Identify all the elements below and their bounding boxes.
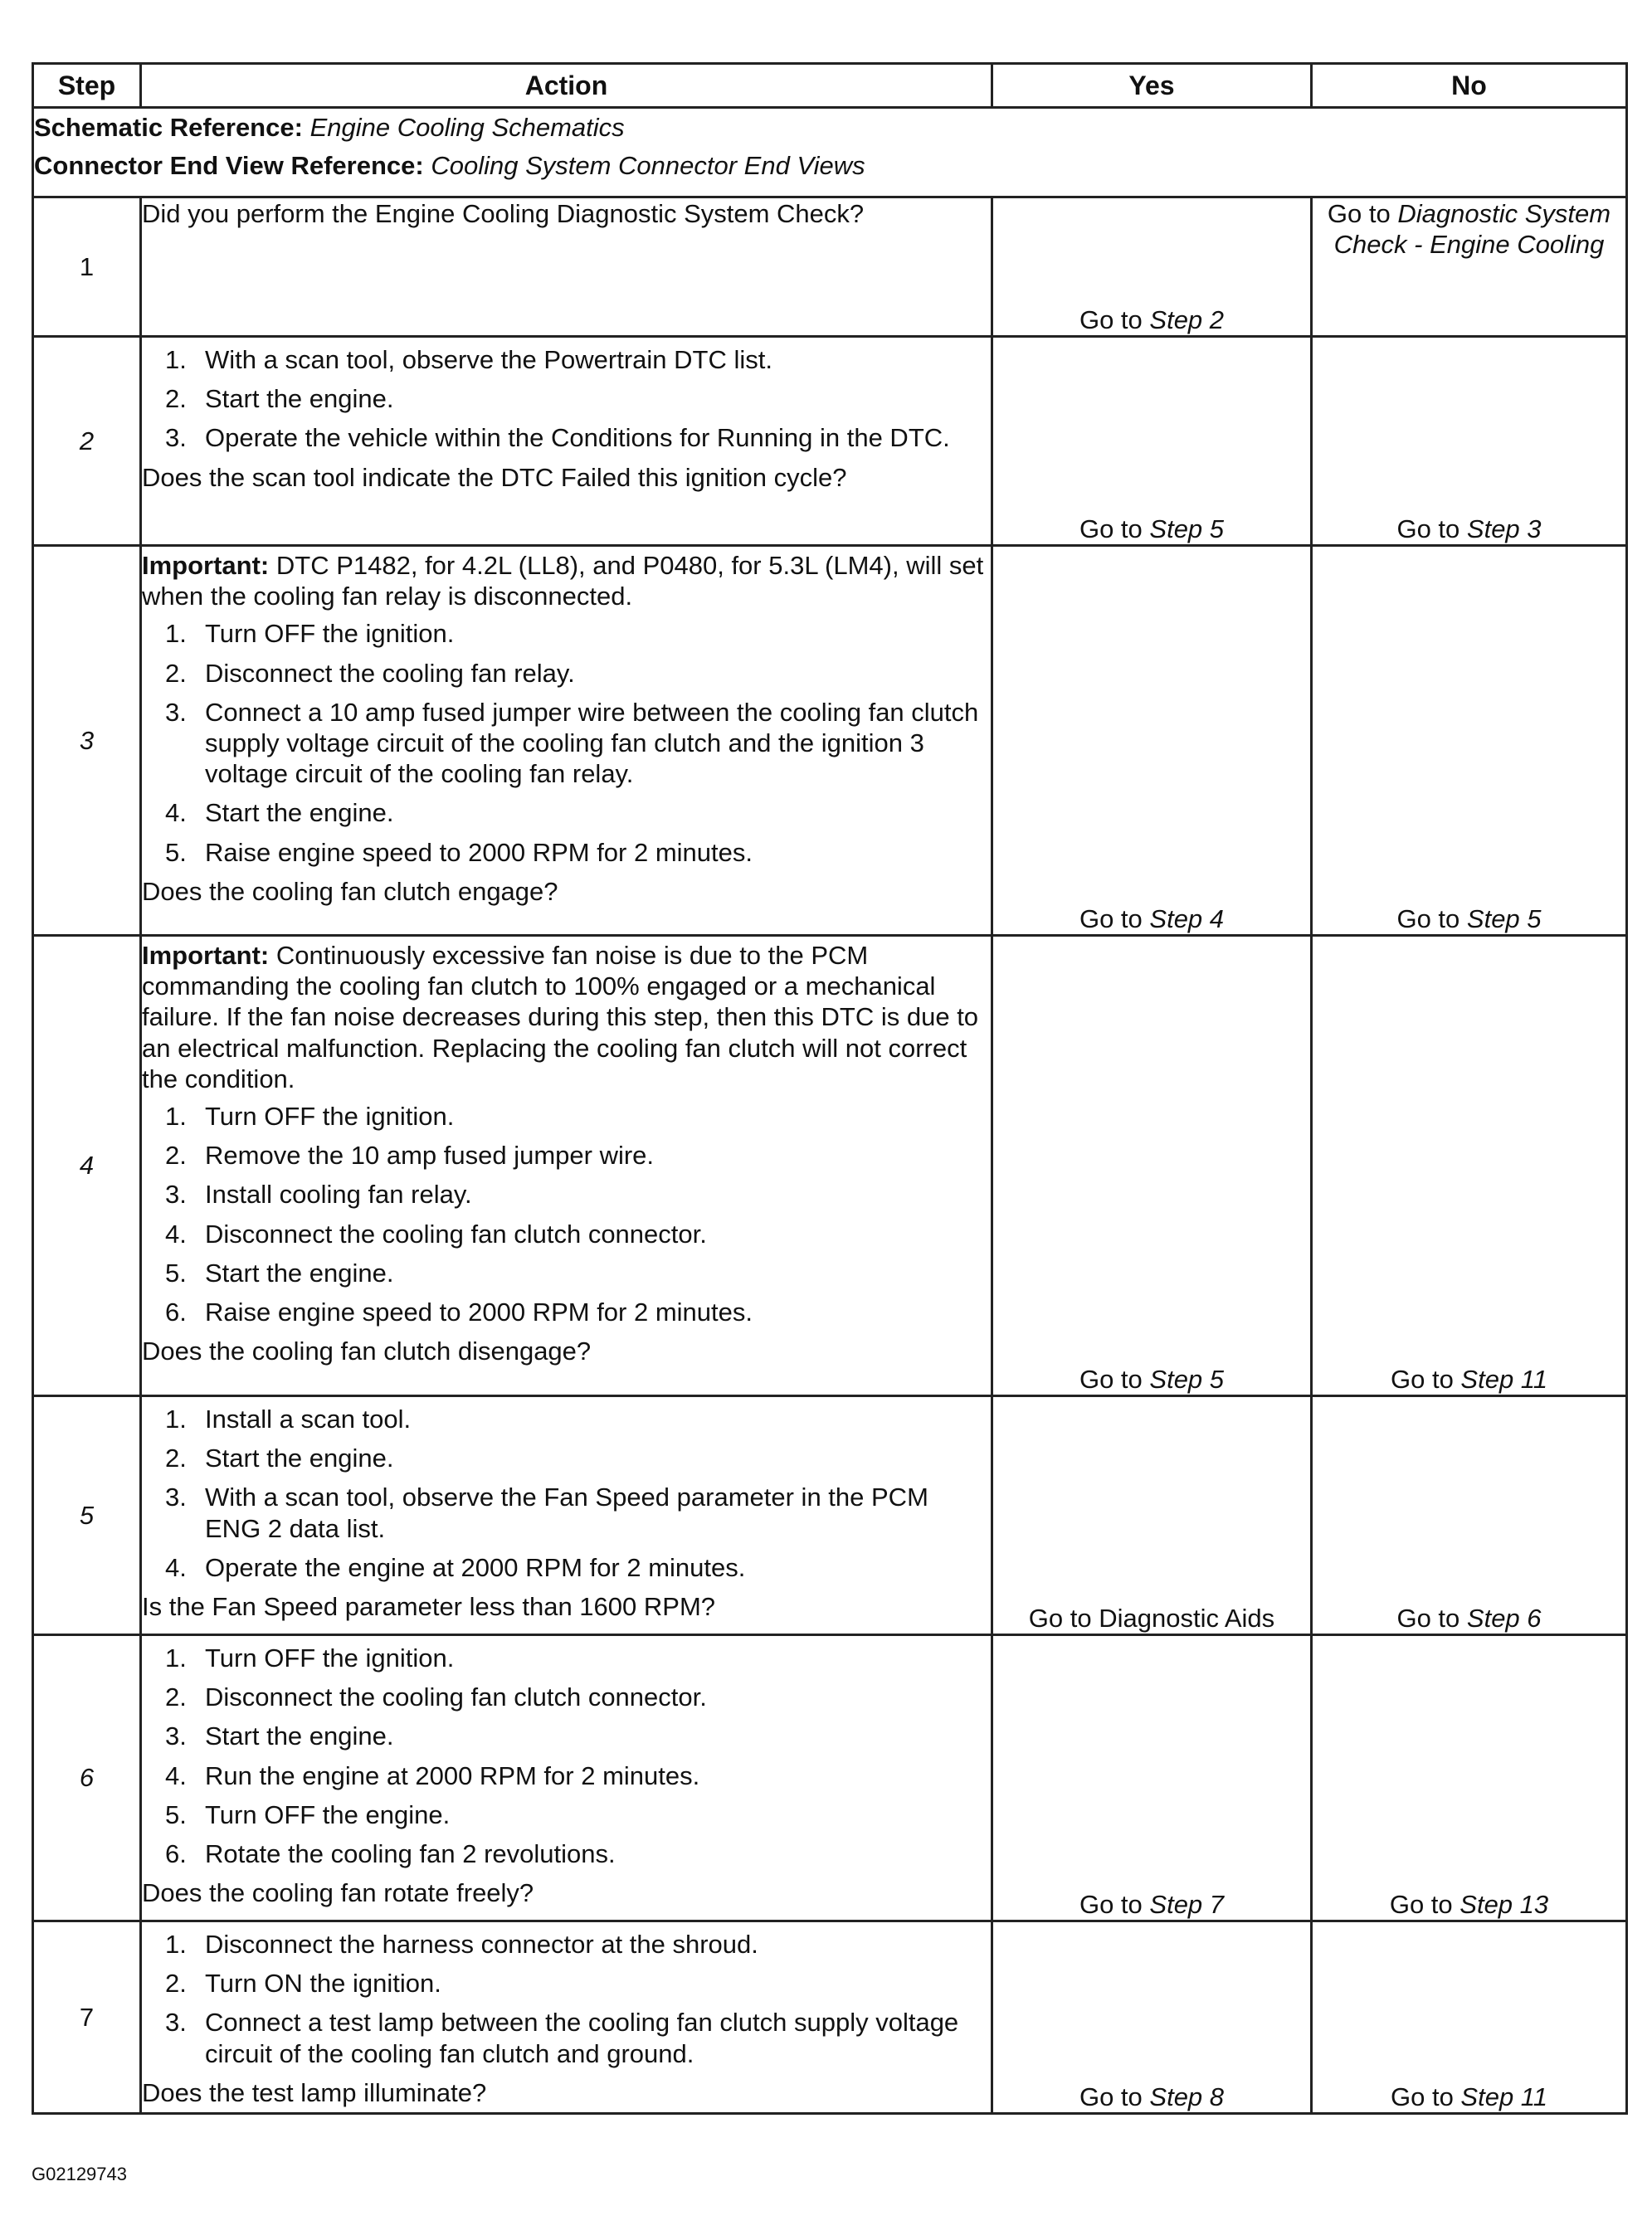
step-question: Does the test lamp illuminate?: [142, 2077, 487, 2107]
reference-cell: [33, 108, 1627, 197]
instruction-text: Remove the 10 amp fused jumper wire.: [205, 1141, 655, 1171]
step-number: 6: [33, 1635, 141, 1921]
no-step-link[interactable]: Step 11: [1460, 1364, 1547, 1394]
connector-reference: [34, 147, 1625, 185]
header-row: [33, 64, 1627, 108]
instruction-number: 1.: [165, 1405, 187, 1434]
yes-prefix[interactable]: Go to: [1079, 903, 1150, 933]
instruction-item: [142, 1929, 991, 1960]
yes-cell: [992, 546, 1312, 936]
instruction-text: Connect a 10 amp fused jumper wire between the cooling fan clutch supply voltage circuit of the cooling fan clutch and the ignition 3 voltage circuit of the cooling fan relay.: [205, 697, 979, 789]
no-prefix[interactable]: Go to: [1396, 1603, 1467, 1633]
step-number: 7: [33, 1921, 141, 2114]
instruction-number: 5.: [165, 1799, 187, 1829]
no-step-link[interactable]: Step 11: [1460, 2082, 1547, 2111]
instruction-text: Disconnect the harness connector at the shroud.: [205, 1930, 758, 1959]
no-prefix[interactable]: Go to: [1390, 2082, 1461, 2111]
step-question: Does the cooling fan rotate freely?: [142, 1878, 534, 1908]
instruction-list: [142, 1404, 991, 1583]
instruction-list: [142, 1929, 991, 2069]
yes-prefix[interactable]: Go to: [1079, 1364, 1150, 1394]
no-step-link[interactable]: Step 5: [1466, 903, 1542, 933]
instruction-text: Turn OFF the ignition.: [205, 619, 455, 649]
instruction-text: Start the engine.: [205, 798, 394, 828]
instruction-number: 3.: [165, 423, 187, 453]
schematic-reference-label: Schematic Reference:: [34, 113, 303, 142]
step-number: 2: [33, 337, 141, 546]
instruction-number: 2.: [165, 1682, 187, 1712]
step-question: Does the cooling fan clutch disengage?: [142, 1337, 592, 1366]
action-cell: [141, 936, 992, 1396]
no-step-link[interactable]: Step 3: [1466, 514, 1542, 543]
figure-id: G02129743: [32, 2164, 127, 2184]
instruction-text: Turn ON the ignition.: [205, 1969, 441, 1999]
header-step: Step: [33, 64, 141, 108]
instruction-number: 6.: [165, 1297, 187, 1327]
instruction-number: 5.: [165, 837, 187, 867]
instruction-text: Turn OFF the ignition.: [205, 1101, 455, 1131]
instruction-text: Disconnect the cooling fan clutch connector.: [205, 1219, 707, 1249]
yes-prefix[interactable]: Go to: [1079, 1889, 1150, 1919]
instruction-number: 4.: [165, 1552, 187, 1582]
step-row: [33, 1921, 1627, 2114]
header-action: Action: [141, 64, 992, 108]
instruction-number: 6.: [165, 1838, 187, 1868]
instruction-number: 3.: [165, 1180, 187, 1210]
instruction-item: [142, 697, 991, 790]
step-row: [33, 197, 1627, 337]
important-text: Continuously excessive fan noise is due to the PCM commanding the cooling fan clutch to 100% engaged or a mechanical failure. If the fan noise decreases during this step, then this DTC is due to an electrical malfunction. Replacing the cooling fan clutch will not correct the condition.: [142, 941, 979, 1093]
step-number: 1: [33, 197, 141, 337]
action-cell: [141, 1635, 992, 1921]
instruction-list: [142, 344, 991, 454]
no-prefix[interactable]: Go to: [1396, 903, 1467, 933]
yes-prefix[interactable]: Go to Diagnostic Aids: [1028, 1603, 1275, 1633]
instruction-item: [142, 797, 991, 828]
schematic-reference-link[interactable]: Engine Cooling Schematics: [309, 113, 625, 142]
instruction-text: Install cooling fan relay.: [205, 1180, 472, 1210]
instruction-text: With a scan tool, observe the Fan Speed parameter in the PCM ENG 2 data list.: [205, 1483, 928, 1543]
step-row: [33, 1396, 1627, 1635]
instruction-text: Raise engine speed to 2000 RPM for 2 minutes.: [205, 837, 753, 867]
yes-cell: [992, 1921, 1312, 2114]
step-number: 5: [33, 1396, 141, 1635]
instruction-item: [142, 1838, 991, 1869]
yes-step-link[interactable]: Step 5: [1149, 514, 1225, 543]
step-row: [33, 337, 1627, 546]
instruction-item: [142, 1179, 991, 1210]
instruction-number: 5.: [165, 1258, 187, 1288]
header-no: No: [1312, 64, 1627, 108]
important-note: [142, 550, 991, 611]
instruction-text: With a scan tool, observe the Powertrain DTC list.: [205, 345, 772, 374]
yes-cell: [992, 337, 1312, 546]
no-step-link[interactable]: Step 13: [1460, 1889, 1549, 1919]
instruction-text: Start the engine.: [205, 384, 394, 414]
instruction-item: [142, 658, 991, 689]
instruction-number: 2.: [165, 1444, 187, 1473]
instruction-text: Start the engine.: [205, 1258, 394, 1288]
instruction-text: Turn OFF the engine.: [205, 1799, 451, 1829]
instruction-text: Install a scan tool.: [205, 1405, 412, 1434]
instruction-item: [142, 344, 991, 375]
instruction-item: [142, 1682, 991, 1712]
instruction-number: 4.: [165, 798, 187, 828]
yes-prefix[interactable]: Go to: [1079, 514, 1150, 543]
step-row: [33, 936, 1627, 1396]
yes-cell: [992, 1635, 1312, 1921]
instruction-text: Operate the vehicle within the Conditions for Running in the DTC.: [205, 423, 950, 453]
instruction-item: [142, 2007, 991, 2068]
no-cell: [1312, 1635, 1627, 1921]
instruction-item: [142, 422, 991, 453]
step-row: [33, 1635, 1627, 1921]
step-question: Does the scan tool indicate the DTC Failed this ignition cycle?: [142, 462, 847, 492]
instruction-item: [142, 1760, 991, 1791]
no-cell: [1312, 546, 1627, 936]
instruction-number: 4.: [165, 1760, 187, 1790]
instruction-number: 1.: [165, 1101, 187, 1131]
action-cell: [141, 197, 992, 337]
important-note: [142, 940, 991, 1094]
schematic-reference: [34, 109, 1625, 147]
no-prefix[interactable]: Go to: [1390, 1364, 1461, 1394]
instruction-number: 1.: [165, 345, 187, 374]
instruction-list: [142, 618, 991, 867]
no-prefix[interactable]: Go to: [1389, 1889, 1460, 1919]
no-step-link[interactable]: Step 6: [1466, 1603, 1542, 1633]
no-prefix[interactable]: Go to: [1327, 199, 1398, 228]
instruction-number: 1.: [165, 1643, 187, 1673]
instruction-number: 2.: [165, 1141, 187, 1171]
instruction-list: [142, 1643, 991, 1869]
yes-step-link[interactable]: Step 5: [1149, 1364, 1225, 1394]
instruction-item: [142, 1552, 991, 1583]
instruction-text: Connect a test lamp between the cooling fan clutch supply voltage circuit of the cooling fan clutch and ground.: [205, 2008, 959, 2068]
no-cell: [1312, 337, 1627, 546]
important-text: DTC P1482, for 4.2L (LL8), and P0480, for 5.3L (LM4), will set when the cooling fan relay is disconnected.: [142, 551, 984, 611]
step-question: Is the Fan Speed parameter less than 1600 RPM?: [142, 1591, 716, 1621]
instruction-text: Disconnect the cooling fan clutch connector.: [205, 1682, 707, 1712]
instruction-item: [142, 383, 991, 414]
action-cell: [141, 1921, 992, 2114]
no-step-link[interactable]: Diagnostic System Check - Engine Cooling: [1333, 199, 1611, 259]
action-cell: [141, 1396, 992, 1635]
yes-step-link[interactable]: Step 4: [1149, 903, 1225, 933]
instruction-number: 2.: [165, 658, 187, 688]
instruction-text: Run the engine at 2000 RPM for 2 minutes.: [205, 1760, 700, 1790]
instruction-text: Start the engine.: [205, 1721, 394, 1751]
step-question: Does the cooling fan clutch engage?: [142, 876, 558, 906]
instruction-text: Rotate the cooling fan 2 revolutions.: [205, 1838, 616, 1868]
yes-prefix[interactable]: Go to: [1079, 304, 1150, 334]
instruction-item: [142, 1443, 991, 1473]
instruction-text: Turn OFF the ignition.: [205, 1643, 455, 1673]
step-number: 3: [33, 546, 141, 936]
no-cell: [1312, 1396, 1627, 1635]
instruction-number: 3.: [165, 697, 187, 727]
instruction-text: Raise engine speed to 2000 RPM for 2 minutes.: [205, 1297, 753, 1327]
yes-cell: [992, 1396, 1312, 1635]
instruction-list: [142, 1101, 991, 1327]
diagnostic-table: [32, 62, 1628, 2115]
yes-cell: [992, 936, 1312, 1396]
instruction-item: [142, 618, 991, 649]
important-label: Important:: [142, 551, 270, 580]
step-question: Did you perform the Engine Cooling Diagnostic System Check?: [142, 199, 865, 228]
header-yes: Yes: [992, 64, 1312, 108]
step-row: [33, 546, 1627, 936]
no-cell: [1312, 1921, 1627, 2114]
yes-step-link[interactable]: Step 2: [1149, 304, 1225, 334]
instruction-text: Disconnect the cooling fan relay.: [205, 658, 575, 688]
instruction-text: Start the engine.: [205, 1444, 394, 1473]
action-cell: [141, 546, 992, 936]
no-cell: [1312, 936, 1627, 1396]
instruction-number: 2.: [165, 384, 187, 414]
instruction-number: 4.: [165, 1219, 187, 1249]
no-cell: [1312, 197, 1627, 337]
instruction-number: 3.: [165, 1721, 187, 1751]
connector-reference-link[interactable]: Cooling System Connector End Views: [431, 151, 865, 180]
instruction-item: [142, 1643, 991, 1673]
reference-row: [33, 108, 1627, 197]
yes-prefix[interactable]: Go to: [1079, 2082, 1150, 2111]
instruction-item: [142, 1258, 991, 1288]
instruction-item: [142, 1721, 991, 1751]
instruction-item: [142, 1482, 991, 1543]
instruction-number: 3.: [165, 2008, 187, 2038]
important-label: Important:: [142, 941, 270, 970]
yes-step-link[interactable]: Step 8: [1149, 2082, 1225, 2111]
instruction-item: [142, 1297, 991, 1327]
yes-cell: [992, 197, 1312, 337]
instruction-item: [142, 1404, 991, 1434]
instruction-item: [142, 1101, 991, 1132]
instruction-number: 3.: [165, 1483, 187, 1512]
instruction-number: 2.: [165, 1969, 187, 1999]
instruction-item: [142, 1799, 991, 1830]
no-prefix[interactable]: Go to: [1396, 514, 1467, 543]
instruction-text: Operate the engine at 2000 RPM for 2 minutes.: [205, 1552, 746, 1582]
instruction-item: [142, 1968, 991, 1999]
step-number: 4: [33, 936, 141, 1396]
instruction-item: [142, 1219, 991, 1249]
yes-step-link[interactable]: Step 7: [1149, 1889, 1225, 1919]
instruction-number: 1.: [165, 1930, 187, 1959]
instruction-item: [142, 837, 991, 868]
action-cell: [141, 337, 992, 546]
instruction-number: 1.: [165, 619, 187, 649]
instruction-item: [142, 1140, 991, 1171]
connector-reference-label: Connector End View Reference:: [34, 151, 424, 180]
